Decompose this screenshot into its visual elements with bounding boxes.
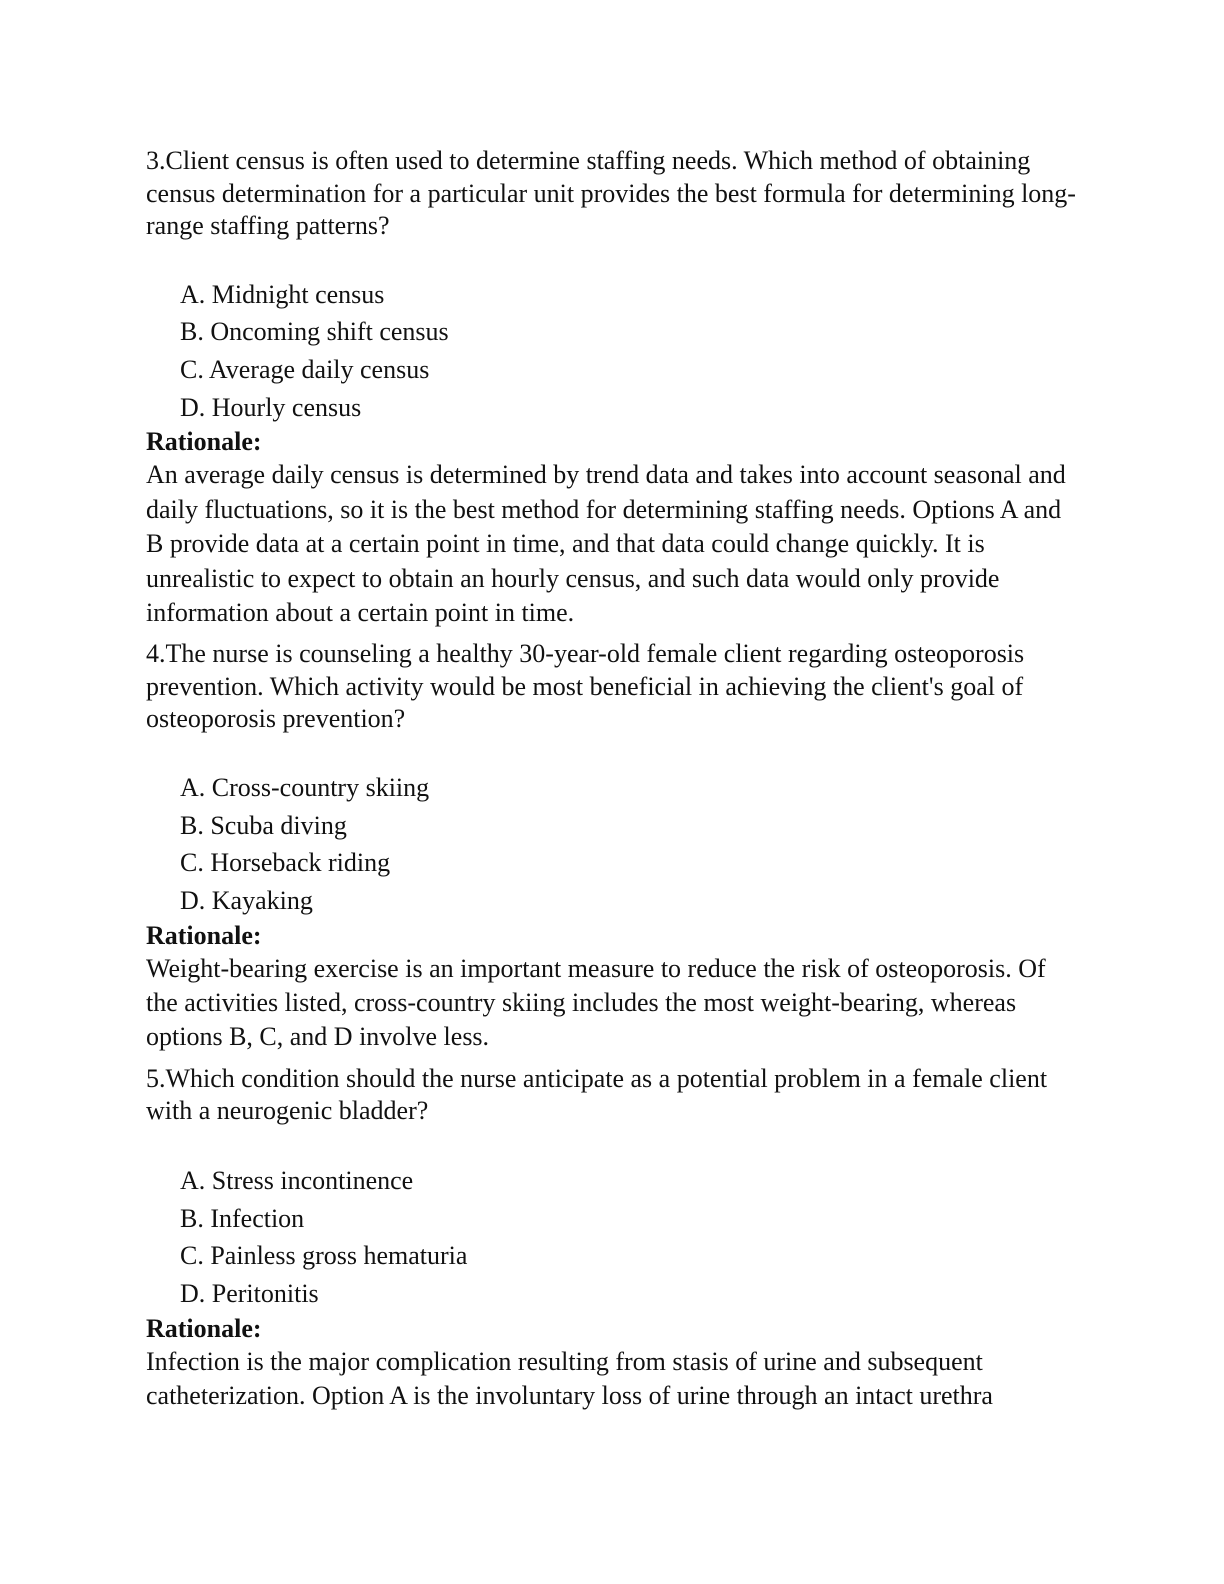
question-text: 3.Client census is often used to determine staffing needs. Which method of obtaining census determination for a particular unit provides the best formula for determining long-range staffing patterns? <box>146 146 1076 240</box>
option-d: D. Peritonitis <box>180 1278 319 1308</box>
question-text: 4.The nurse is counseling a healthy 30-year-old female client regarding osteoporosis prevention. Which activity would be most beneficial in achieving the client's goal of osteoporosis prevention? <box>146 639 1025 734</box>
option-b: B. Scuba diving <box>180 810 347 840</box>
rationale-heading: Rationale: <box>146 1313 262 1343</box>
option-a: A. Stress incontinence <box>180 1165 414 1195</box>
document-page <box>146 145 1076 1414</box>
rationale-text: Weight-bearing exercise is an important measure to reduce the risk of osteoporosis. Of the activities listed, cross-country skiing includes the most weight-bearing, whereas options B, C, and D involve less. <box>146 953 1046 1052</box>
rationale-heading: Rationale: <box>146 920 262 950</box>
option-c: C. Average daily census <box>180 354 430 384</box>
option-d: D. Hourly census <box>180 392 362 422</box>
answer-options <box>146 769 1076 920</box>
option-d: D. Kayaking <box>180 885 313 915</box>
rationale-heading: Rationale: <box>146 427 262 457</box>
question-text: 5.Which condition should the nurse anticipate as a potential problem in a female client with a neurogenic bladder? <box>146 1063 1048 1126</box>
option-b: B. Oncoming shift census <box>180 317 449 347</box>
option-b: B. Infection <box>180 1203 305 1233</box>
answer-options <box>146 1162 1076 1313</box>
option-a: A. Cross-country skiing <box>180 772 430 802</box>
question-block-4 <box>146 638 1076 1055</box>
rationale-text: Infection is the major complication resulting from stasis of urine and subsequent catheterization. Option A is the involuntary loss of urine through an intact urethra <box>146 1346 993 1411</box>
question-block-3 <box>146 145 1076 630</box>
option-a: A. Midnight census <box>180 279 385 309</box>
question-block-5 <box>146 1063 1076 1414</box>
rationale-text: An average daily census is determined by trend data and takes into account seasonal and daily fluctuations, so it is the best method for determining staffing needs. Options A and B provide data at a certain point in time, and that data could change quickly. It is unrealistic to expect to obtain an hourly census, and such data would only provide information about a certain point in time. <box>146 460 1066 627</box>
option-c: C. Horseback riding <box>180 848 391 878</box>
answer-options <box>146 276 1076 427</box>
option-c: C. Painless gross hematuria <box>180 1241 468 1271</box>
